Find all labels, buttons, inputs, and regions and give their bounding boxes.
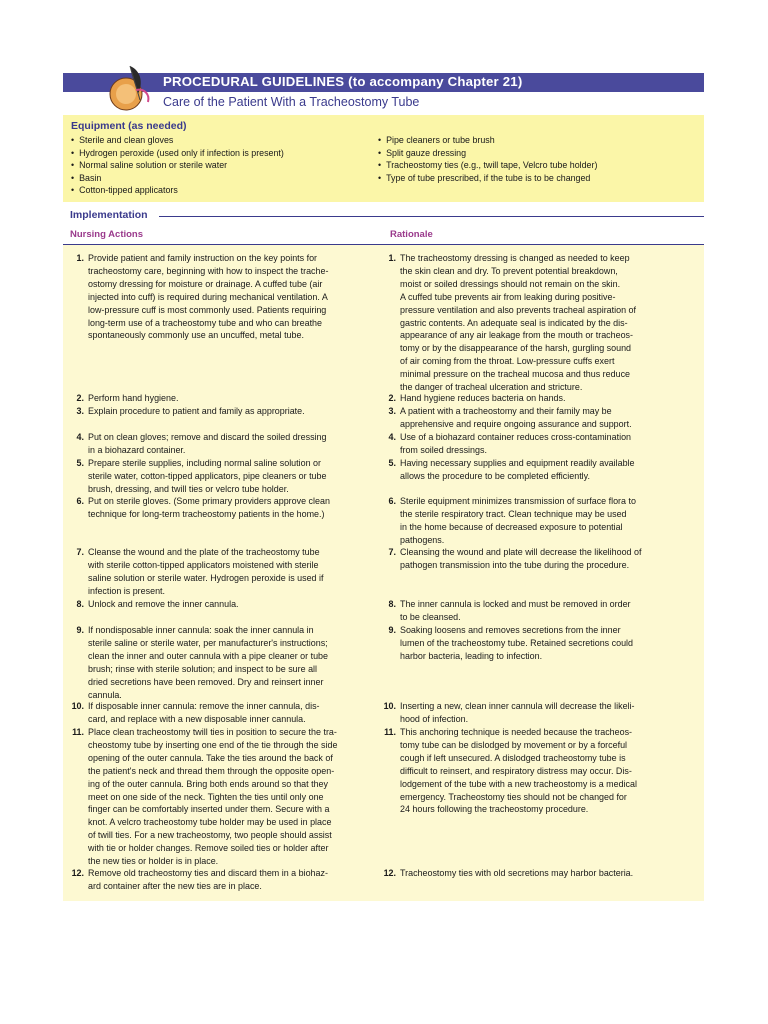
equipment-list-left xyxy=(71,134,284,197)
item-text: Tracheostomy ties with old secretions may harbor bacteria. xyxy=(400,868,634,878)
item-text: Soaking loosens and removes secretions from the inner lumen of the tracheostomy tube. Retained secretions could harbor bacteria, leading to infection. xyxy=(400,625,634,661)
item-number: 1. xyxy=(76,253,84,263)
item-text: Inserting a new, clean inner cannula will decrease the likeli- hood of infection. xyxy=(400,701,635,724)
item-number: 5. xyxy=(76,458,84,468)
item-text: A patient with a tracheostomy and their family may be apprehensive and require ongoing assurance and support. xyxy=(400,406,632,429)
item-text: Place clean tracheostomy twill ties in position to secure the tra- cheostomy tube by inserting one end of the tie through the side opening of the outer cannula. Take the ties around the back of the patient's neck and thread them through the opposite open- ing of the outer cannula. Bring both ends around so that they meet on one side of the neck. Tighten the ties until only one finger can be comfortably inserted under them. Secure with a knot. A velcro tracheostomy tube holder may be used in place of twill ties. For a new tracheostomy, two people should assist with tie or holder changes. Remove soiled ties or holder after the new ties or holder is in place. xyxy=(88,727,338,867)
item-text: Put on clean gloves; remove and discard the soiled dressing in a biohazard container. xyxy=(88,432,327,455)
item-number: 7. xyxy=(388,547,396,557)
equipment-item: • Pipe cleaners or tube brush xyxy=(378,134,597,147)
equipment-item: • Normal saline solution or sterile water xyxy=(71,159,284,172)
item-number: 8. xyxy=(76,599,84,609)
item-number: 11. xyxy=(384,727,396,737)
item-number: 3. xyxy=(388,406,396,416)
nursing-actions-header: Nursing Actions xyxy=(70,229,144,240)
item-text: If disposable inner cannula: remove the inner cannula, dis- card, and replace with a new disposable inner cannula. xyxy=(88,701,320,724)
item-text: Prepare sterile supplies, including normal saline solution or sterile water, cotton-tipped applicators, pipe cleaners or tube brush, dressing, and twill ties or velcro tube holder. xyxy=(88,458,327,494)
item-number: 1. xyxy=(388,253,396,263)
equipment-item: • Hydrogen peroxide (used only if infection is present) xyxy=(71,147,284,160)
item-text: Provide patient and family instruction on the key points for tracheostomy care, beginning with how to inspect the trache- ostomy dressing for moisture or drainage. A cuffed tube (air injected into cuff) is required during mechanical ventilation. A low-pressure cuff is most commonly used. Patients requiring long-term use of a tracheostomy tube and who can breathe spontaneously commonly use an uncuffed, metal tube. xyxy=(88,253,329,341)
item-number: 4. xyxy=(76,432,84,442)
item-text: This anchoring technique is needed because the tracheos- tomy tube can be dislodged by movement or by a forceful cough if left unsecured. A dislodged tracheostomy tube is difficult to reinsert, and respiratory distress may occur. Dis- lodgement of the tube with a new tracheostomy is a medical emergency. Tracheostomy ties should not be changed for 24 hours following the tracheostomy procedure. xyxy=(400,727,637,815)
item-number: 2. xyxy=(388,393,396,403)
item-text: The tracheostomy dressing is changed as needed to keep the skin clean and dry. To prevent potential breakdown, moist or soiled dressings should not remain on the skin. A cuffed tube prevents air from leaking during positive- pressure ventilation and also prevents tracheal aspiration of gastric contents. An adequate seal is indicated by the dis- appearance of any air leakage from the mouth or tracheos- tomy or by the disappearance of the harsh, gurgling sound of air coming from the throat. Low-pressure cuffs exert minimal pressure on the tracheal mucosa and thus reduce the danger of tracheal ulceration and stricture. xyxy=(400,253,636,393)
item-text: Unlock and remove the inner cannula. xyxy=(88,599,239,609)
equipment-list-right xyxy=(378,134,597,184)
equipment-item: • Sterile and clean gloves xyxy=(71,134,284,147)
item-number: 10. xyxy=(383,701,396,711)
item-number: 10. xyxy=(71,701,84,711)
item-text: Use of a biohazard container reduces cross-contamination from soiled dressings. xyxy=(400,432,632,455)
item-text: Perform hand hygiene. xyxy=(88,393,179,403)
item-number: 8. xyxy=(388,599,396,609)
implementation-heading: Implementation xyxy=(70,209,148,221)
item-number: 6. xyxy=(76,496,84,506)
item-number: 6. xyxy=(388,496,396,506)
item-number: 12. xyxy=(71,868,84,878)
item-number: 7. xyxy=(76,547,84,557)
item-text: Sterile equipment minimizes transmission of surface flora to the sterile respiratory tract. Clean technique may be used in the home because of decreased exposure to potential pathogens. xyxy=(400,496,636,545)
item-text: Hand hygiene reduces bacteria on hands. xyxy=(400,393,566,403)
item-number: 9. xyxy=(76,625,84,635)
equipment-item: • Type of tube prescribed, if the tube is to be changed xyxy=(378,172,597,185)
item-text: Explain procedure to patient and family as appropriate. xyxy=(88,406,305,416)
page-subtitle: Care of the Patient With a Tracheostomy Tube xyxy=(163,95,420,109)
item-text: Having necessary supplies and equipment readily available allows the procedure to be completed efficiently. xyxy=(400,458,635,481)
equipment-box xyxy=(63,115,704,202)
divider xyxy=(159,216,704,217)
item-number: 11. xyxy=(72,727,84,737)
item-number: 4. xyxy=(388,432,396,442)
feather-logo-icon xyxy=(100,60,162,122)
item-text: Cleansing the wound and plate will decrease the likelihood of pathogen transmission into the tube during the procedure. xyxy=(400,547,642,570)
item-number: 12. xyxy=(383,868,396,878)
equipment-heading: Equipment (as needed) xyxy=(71,120,187,132)
item-text: Cleanse the wound and the plate of the tracheostomy tube with sterile cotton-tipped applicators moistened with sterile saline solution or sterile water. Hydrogen peroxide is used if infection is present. xyxy=(88,547,324,596)
equipment-item: • Cotton-tipped applicators xyxy=(71,184,284,197)
item-number: 3. xyxy=(76,406,84,416)
rationale-header: Rationale xyxy=(390,229,433,240)
item-text: The inner cannula is locked and must be removed in order to be cleansed. xyxy=(400,599,631,622)
equipment-item: • Split gauze dressing xyxy=(378,147,597,160)
item-text: If nondisposable inner cannula: soak the inner cannula in sterile saline or sterile water, per manufacturer's instructions; clean the inner and outer cannula with a pipe cleaner or tube brush; rinse with sterile solution; and inspect to be sure all dried secretions have been removed. Dry and reinsert inner cannula. xyxy=(88,625,328,700)
item-number: 5. xyxy=(388,458,396,468)
equipment-item: • Tracheostomy ties (e.g., twill tape, Velcro tube holder) xyxy=(378,159,597,172)
item-text: Remove old tracheostomy ties and discard them in a biohaz- ard container after the new ties are in place. xyxy=(88,868,328,891)
item-number: 9. xyxy=(388,625,396,635)
equipment-item: • Basin xyxy=(71,172,284,185)
item-text: Put on sterile gloves. (Some primary providers approve clean technique for long-term tracheostomy patients in the home.) xyxy=(88,496,330,519)
page-title: PROCEDURAL GUIDELINES (to accompany Chapter 21) xyxy=(163,74,523,89)
item-number: 2. xyxy=(76,393,84,403)
